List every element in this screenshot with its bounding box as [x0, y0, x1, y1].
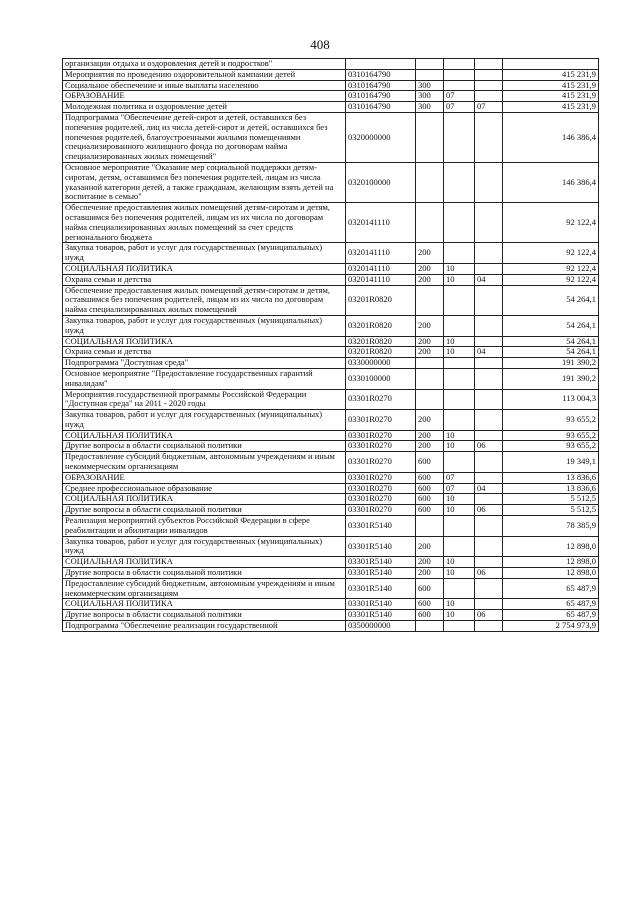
cell-subsection — [475, 69, 503, 80]
cell-section — [444, 112, 475, 162]
cell-section: 10 — [444, 599, 475, 610]
cell-target-code: 03301R0270 — [346, 430, 416, 441]
cell-section — [444, 578, 475, 599]
cell-amount: 65 487,9 — [503, 610, 599, 621]
cell-amount: 92 122,4 — [503, 243, 599, 264]
cell-amount: 191 390,2 — [503, 358, 599, 369]
table-row — [63, 578, 599, 599]
cell-section: 10 — [444, 263, 475, 274]
table-row — [63, 483, 599, 494]
cell-amount: 92 122,4 — [503, 263, 599, 274]
cell-amount: 78 385,9 — [503, 516, 599, 537]
cell-name: Молодежная политика и оздоровление детей — [63, 102, 346, 113]
budget-table — [62, 58, 599, 632]
cell-target-code: 03301R5140 — [346, 516, 416, 537]
cell-target-code: 0330000000 — [346, 358, 416, 369]
cell-expense-type — [416, 368, 444, 389]
cell-subsection: 06 — [475, 441, 503, 452]
cell-expense-type: 300 — [416, 80, 444, 91]
cell-name: СОЦИАЛЬНАЯ ПОЛИТИКА — [63, 599, 346, 610]
cell-subsection — [475, 91, 503, 102]
cell-section — [444, 389, 475, 410]
cell-expense-type: 300 — [416, 102, 444, 113]
cell-amount: 54 264,1 — [503, 336, 599, 347]
cell-name: Основное мероприятие "Оказание мер социальной поддержки детям-сиротам, детям, оставшимся без попечения родителей, лицам из числа указанной категории детей, а также гражданам, желающим взять детей на воспитание в семью" — [63, 162, 346, 202]
cell-subsection — [475, 336, 503, 347]
cell-target-code: 0310164790 — [346, 91, 416, 102]
cell-section: 10 — [444, 441, 475, 452]
cell-target-code: 0310164790 — [346, 80, 416, 91]
cell-subsection: 06 — [475, 610, 503, 621]
table-row — [63, 505, 599, 516]
cell-name: Среднее профессиональное образование — [63, 483, 346, 494]
cell-section — [444, 358, 475, 369]
page-number: 408 — [310, 37, 330, 52]
cell-target-code: 0320100000 — [346, 162, 416, 202]
cell-subsection — [475, 578, 503, 599]
cell-subsection — [475, 430, 503, 441]
cell-expense-type — [416, 285, 444, 315]
cell-name: Подпрограмма "Обеспечение детей-сирот и детей, оставшихся без попечения родителей, лиц из числа детей-сирот и детей, оставшихся без попечения родителей, благоустроенными жилыми помещениями специализированного жилищного фонда по договорам найма специализированных жилых помещений" — [63, 112, 346, 162]
cell-subsection: 04 — [475, 274, 503, 285]
cell-name: Другие вопросы в области социальной политики — [63, 568, 346, 579]
cell-expense-type: 300 — [416, 91, 444, 102]
cell-amount: 54 264,1 — [503, 347, 599, 358]
cell-expense-type — [416, 389, 444, 410]
table-row — [63, 621, 599, 632]
table-row — [63, 358, 599, 369]
cell-target-code: 03201R0820 — [346, 336, 416, 347]
table-row — [63, 368, 599, 389]
table-row — [63, 410, 599, 431]
cell-amount: 191 390,2 — [503, 368, 599, 389]
cell-section: 10 — [444, 557, 475, 568]
cell-subsection — [475, 389, 503, 410]
cell-name: Мероприятия государственной программы Российской Федерации "Доступная среда" на 2011 - 2020 годы — [63, 389, 346, 410]
cell-section: 07 — [444, 91, 475, 102]
cell-amount: 13 836,6 — [503, 483, 599, 494]
cell-name: Основное мероприятие "Предоставление государственных гарантий инвалидам" — [63, 368, 346, 389]
cell-name: СОЦИАЛЬНАЯ ПОЛИТИКА — [63, 430, 346, 441]
cell-name: Подпрограмма "Обеспечение реализации государственной — [63, 621, 346, 632]
cell-subsection — [475, 557, 503, 568]
table-row — [63, 336, 599, 347]
cell-expense-type: 200 — [416, 263, 444, 274]
cell-name: Предоставление субсидий бюджетным, автономным учреждениям и иным некоммерческим организациям — [63, 578, 346, 599]
cell-section: 07 — [444, 472, 475, 483]
cell-expense-type: 200 — [416, 336, 444, 347]
cell-amount: 146 386,4 — [503, 162, 599, 202]
cell-name: Другие вопросы в области социальной политики — [63, 610, 346, 621]
table-row — [63, 91, 599, 102]
cell-name: Другие вопросы в области социальной политики — [63, 505, 346, 516]
cell-section: 10 — [444, 494, 475, 505]
cell-amount: 19 349,1 — [503, 452, 599, 473]
cell-section — [444, 452, 475, 473]
table-row — [63, 285, 599, 315]
cell-target-code: 03301R0270 — [346, 505, 416, 516]
cell-name: СОЦИАЛЬНАЯ ПОЛИТИКА — [63, 336, 346, 347]
cell-section — [444, 368, 475, 389]
table-row — [63, 59, 599, 70]
cell-target-code: 0320141110 — [346, 274, 416, 285]
table-row — [63, 80, 599, 91]
cell-target-code: 03301R0270 — [346, 441, 416, 452]
cell-subsection — [475, 536, 503, 557]
cell-subsection — [475, 243, 503, 264]
cell-expense-type — [416, 358, 444, 369]
cell-amount: 5 512,5 — [503, 494, 599, 505]
cell-name: СОЦИАЛЬНАЯ ПОЛИТИКА — [63, 494, 346, 505]
cell-amount: 93 655,2 — [503, 410, 599, 431]
cell-expense-type: 200 — [416, 315, 444, 336]
cell-target-code: 03301R5140 — [346, 568, 416, 579]
cell-expense-type — [416, 203, 444, 243]
cell-section — [444, 80, 475, 91]
cell-expense-type: 200 — [416, 274, 444, 285]
cell-section: 07 — [444, 483, 475, 494]
cell-section — [444, 162, 475, 202]
cell-section: 07 — [444, 102, 475, 113]
table-row — [63, 516, 599, 537]
cell-expense-type — [416, 162, 444, 202]
cell-section: 10 — [444, 274, 475, 285]
table-row — [63, 203, 599, 243]
cell-expense-type: 200 — [416, 430, 444, 441]
cell-target-code: 03201R0820 — [346, 315, 416, 336]
cell-amount: 65 487,9 — [503, 599, 599, 610]
cell-amount — [503, 59, 599, 70]
table-row — [63, 274, 599, 285]
cell-section: 10 — [444, 568, 475, 579]
cell-subsection — [475, 368, 503, 389]
cell-name: Предоставление субсидий бюджетным, автономным учреждениям и иным некоммерческим организациям — [63, 452, 346, 473]
cell-target-code: 0350000000 — [346, 621, 416, 632]
cell-name: Обеспечение предоставления жилых помещений детям-сиротам и детям, оставшимся без попечения родителей, лицам из их числа по договорам найма специализированных жилых помещений за счет средств регионального бюджета — [63, 203, 346, 243]
cell-target-code: 0310164790 — [346, 69, 416, 80]
cell-target-code: 0320141110 — [346, 263, 416, 274]
cell-target-code: 03301R5140 — [346, 610, 416, 621]
cell-section — [444, 536, 475, 557]
cell-amount: 415 231,9 — [503, 91, 599, 102]
cell-subsection — [475, 263, 503, 274]
cell-name: Закупка товаров, работ и услуг для государственных (муниципальных) нужд — [63, 243, 346, 264]
cell-target-code: 0310164790 — [346, 102, 416, 113]
cell-subsection — [475, 315, 503, 336]
cell-target-code: 03301R5140 — [346, 557, 416, 568]
cell-target-code: 03301R0270 — [346, 494, 416, 505]
cell-expense-type — [416, 516, 444, 537]
cell-expense-type: 200 — [416, 243, 444, 264]
cell-expense-type — [416, 69, 444, 80]
cell-expense-type: 600 — [416, 472, 444, 483]
cell-subsection: 06 — [475, 505, 503, 516]
cell-name: Социальное обеспечение и иные выплаты населению — [63, 80, 346, 91]
cell-amount: 5 512,5 — [503, 505, 599, 516]
cell-amount: 65 487,9 — [503, 578, 599, 599]
cell-subsection — [475, 203, 503, 243]
cell-expense-type: 600 — [416, 483, 444, 494]
cell-target-code: 03301R5140 — [346, 578, 416, 599]
cell-subsection — [475, 80, 503, 91]
cell-expense-type: 600 — [416, 494, 444, 505]
cell-name: СОЦИАЛЬНАЯ ПОЛИТИКА — [63, 263, 346, 274]
cell-amount: 113 004,3 — [503, 389, 599, 410]
table-body — [63, 59, 599, 632]
cell-subsection: 04 — [475, 483, 503, 494]
cell-expense-type: 200 — [416, 568, 444, 579]
cell-target-code: 03301R5140 — [346, 599, 416, 610]
table-row — [63, 315, 599, 336]
cell-expense-type — [416, 621, 444, 632]
cell-expense-type — [416, 112, 444, 162]
table-row — [63, 557, 599, 568]
cell-section — [444, 69, 475, 80]
cell-name: Другие вопросы в области социальной политики — [63, 441, 346, 452]
cell-section — [444, 203, 475, 243]
table-row — [63, 69, 599, 80]
cell-subsection — [475, 59, 503, 70]
table-row — [63, 112, 599, 162]
cell-section — [444, 243, 475, 264]
cell-target-code: 03301R0270 — [346, 452, 416, 473]
cell-name: Закупка товаров, работ и услуг для государственных (муниципальных) нужд — [63, 315, 346, 336]
cell-name: Мероприятия по проведению оздоровительной кампании детей — [63, 69, 346, 80]
cell-subsection — [475, 285, 503, 315]
cell-section — [444, 410, 475, 431]
table-row — [63, 162, 599, 202]
cell-amount: 54 264,1 — [503, 285, 599, 315]
cell-name: СОЦИАЛЬНАЯ ПОЛИТИКА — [63, 557, 346, 568]
cell-subsection: 07 — [475, 102, 503, 113]
cell-subsection — [475, 599, 503, 610]
cell-subsection — [475, 452, 503, 473]
cell-target-code: 03301R0270 — [346, 389, 416, 410]
cell-name: Подпрограмма "Доступная среда" — [63, 358, 346, 369]
cell-name: Охрана семьи и детства — [63, 274, 346, 285]
cell-subsection — [475, 162, 503, 202]
cell-name: Обеспечение предоставления жилых помещений детям-сиротам и детям, оставшимся без попечения родителей, лицам из их числа по договорам найма специализированных жилых помещений — [63, 285, 346, 315]
cell-section — [444, 621, 475, 632]
cell-subsection — [475, 112, 503, 162]
cell-subsection — [475, 621, 503, 632]
cell-amount: 93 655,2 — [503, 430, 599, 441]
cell-amount: 12 898,0 — [503, 557, 599, 568]
cell-target-code: 03301R5140 — [346, 536, 416, 557]
cell-name: Закупка товаров, работ и услуг для государственных (муниципальных) нужд — [63, 536, 346, 557]
cell-expense-type: 200 — [416, 410, 444, 431]
cell-expense-type: 200 — [416, 557, 444, 568]
table-row — [63, 243, 599, 264]
cell-expense-type: 600 — [416, 452, 444, 473]
cell-expense-type: 200 — [416, 347, 444, 358]
cell-expense-type: 600 — [416, 610, 444, 621]
cell-name: ОБРАЗОВАНИЕ — [63, 91, 346, 102]
cell-amount: 2 754 973,9 — [503, 621, 599, 632]
cell-name: Закупка товаров, работ и услуг для государственных (муниципальных) нужд — [63, 410, 346, 431]
table-row — [63, 452, 599, 473]
cell-section: 10 — [444, 336, 475, 347]
cell-expense-type: 600 — [416, 599, 444, 610]
table-row — [63, 494, 599, 505]
table-row — [63, 430, 599, 441]
cell-subsection — [475, 410, 503, 431]
cell-expense-type: 200 — [416, 536, 444, 557]
table-row — [63, 347, 599, 358]
cell-amount: 415 231,9 — [503, 102, 599, 113]
cell-amount: 415 231,9 — [503, 80, 599, 91]
cell-name: организации отдыха и оздоровления детей и подростков" — [63, 59, 346, 70]
cell-subsection — [475, 516, 503, 537]
cell-amount: 12 898,0 — [503, 568, 599, 579]
cell-amount: 92 122,4 — [503, 274, 599, 285]
cell-target-code: 03301R0270 — [346, 472, 416, 483]
cell-section — [444, 59, 475, 70]
cell-subsection — [475, 358, 503, 369]
cell-section: 10 — [444, 505, 475, 516]
cell-target-code: 0330100000 — [346, 368, 416, 389]
table-row — [63, 568, 599, 579]
cell-name: ОБРАЗОВАНИЕ — [63, 472, 346, 483]
cell-target-code — [346, 59, 416, 70]
cell-target-code: 03201R0820 — [346, 285, 416, 315]
table-row — [63, 536, 599, 557]
cell-amount: 146 386,4 — [503, 112, 599, 162]
cell-target-code: 03301R0270 — [346, 410, 416, 431]
cell-subsection — [475, 494, 503, 505]
cell-amount: 415 231,9 — [503, 69, 599, 80]
cell-amount: 12 898,0 — [503, 536, 599, 557]
cell-section: 10 — [444, 430, 475, 441]
cell-section — [444, 285, 475, 315]
cell-amount: 54 264,1 — [503, 315, 599, 336]
table-row — [63, 472, 599, 483]
table-row — [63, 441, 599, 452]
cell-amount: 92 122,4 — [503, 203, 599, 243]
table-row — [63, 599, 599, 610]
cell-section: 10 — [444, 347, 475, 358]
cell-target-code: 03301R0270 — [346, 483, 416, 494]
cell-amount: 93 655,2 — [503, 441, 599, 452]
cell-section: 10 — [444, 610, 475, 621]
cell-target-code: 0320141110 — [346, 243, 416, 264]
cell-expense-type: 200 — [416, 441, 444, 452]
cell-section — [444, 516, 475, 537]
cell-name: Реализация мероприятий субъектов Российской Федерации в сфере реабилитации и абилитации инвалидов — [63, 516, 346, 537]
cell-name: Охрана семьи и детства — [63, 347, 346, 358]
cell-expense-type: 600 — [416, 578, 444, 599]
cell-target-code: 0320000000 — [346, 112, 416, 162]
table-row — [63, 389, 599, 410]
cell-amount: 13 836,6 — [503, 472, 599, 483]
table-row — [63, 263, 599, 274]
cell-subsection — [475, 472, 503, 483]
cell-expense-type — [416, 59, 444, 70]
cell-subsection: 06 — [475, 568, 503, 579]
cell-target-code: 03201R0820 — [346, 347, 416, 358]
cell-target-code: 0320141110 — [346, 203, 416, 243]
table-row — [63, 610, 599, 621]
cell-subsection: 04 — [475, 347, 503, 358]
cell-expense-type: 600 — [416, 505, 444, 516]
cell-section — [444, 315, 475, 336]
table-row — [63, 102, 599, 113]
